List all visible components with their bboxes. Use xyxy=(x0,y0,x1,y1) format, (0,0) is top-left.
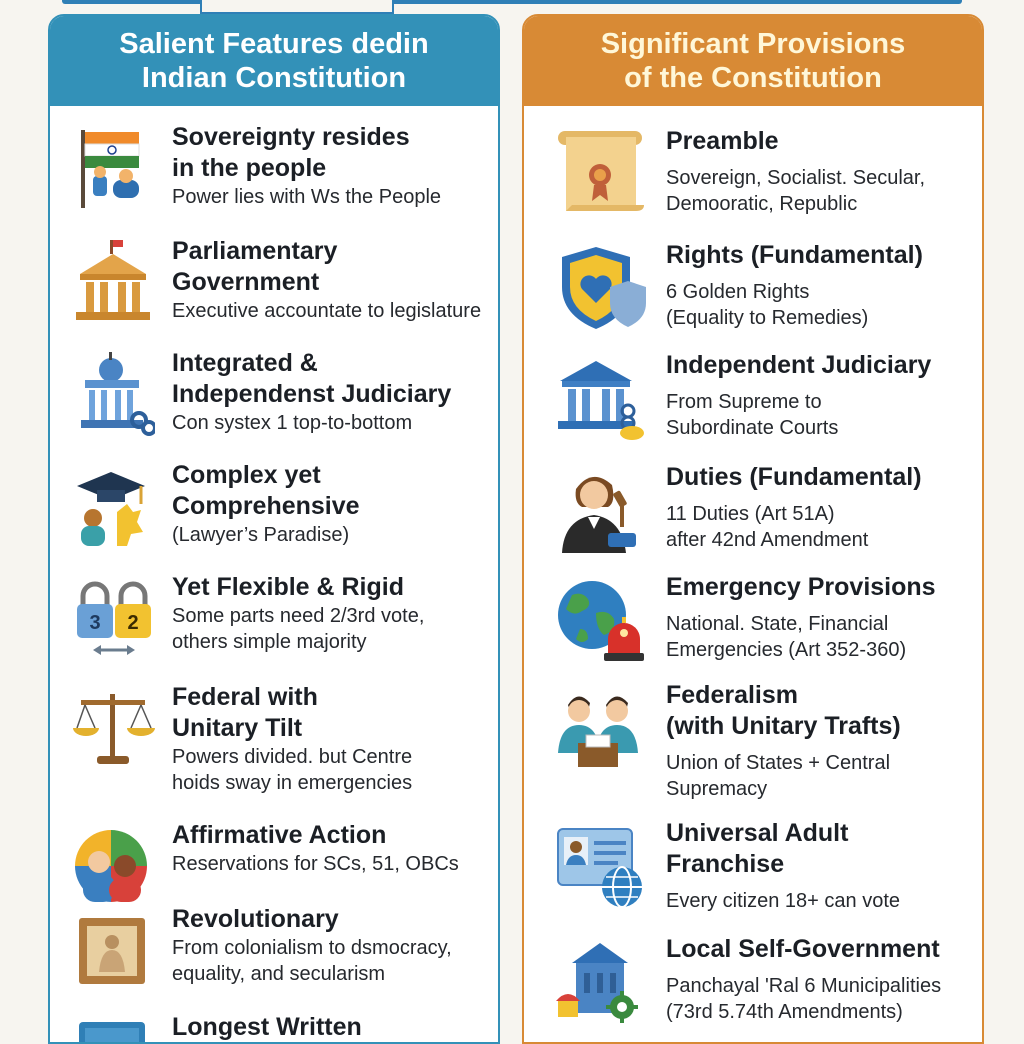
right-item-desc: Union of States + Central Supremacy xyxy=(666,752,891,800)
left-item-desc: Reservations for SCs, 51, OBCs xyxy=(172,853,459,875)
right-item-desc: National. State, Financial Emergencies (Art 352-360) xyxy=(666,613,907,661)
svg-text:2: 2 xyxy=(127,612,139,634)
right-panel-header xyxy=(524,16,982,106)
right-item-preamble xyxy=(524,126,982,222)
right-item-rights xyxy=(524,240,982,336)
two-people-icon xyxy=(550,680,650,776)
voter-card-icon xyxy=(550,818,650,914)
left-item-desc: Con systex 1 top-to-bottom xyxy=(172,412,413,434)
left-item-desc: (Lawyer’s Paradise) xyxy=(172,524,350,546)
left-item-title: Revolutionary xyxy=(172,905,339,933)
right-item-franchise xyxy=(524,818,982,914)
salient-features-panel xyxy=(48,14,500,1044)
left-item-title: Longest Written xyxy=(172,1013,362,1041)
right-item-desc: From Supreme to Subordinate Courts xyxy=(666,391,839,439)
left-item-desc: Powers divided. but Centre hoids sway in emergencies xyxy=(172,746,413,794)
right-item-judiciary xyxy=(524,350,982,446)
right-panel-title: Significant Provisions of the Constitution xyxy=(600,28,906,94)
graduation-cap-icon xyxy=(68,460,158,550)
left-item-desc: Executive accountate to legislature xyxy=(172,300,482,322)
right-item-desc: 11 Duties (Art 51A) after 42nd Amendment xyxy=(666,503,869,551)
left-item-title: Yet Flexible & Rigid xyxy=(172,573,404,601)
right-item-federalism xyxy=(524,680,982,802)
right-item-desc: Sovereign, Socialist. Secular, Demooratic, Republic xyxy=(666,167,926,215)
left-item-desc: Power lies with Ws the People xyxy=(172,186,442,208)
frame-icon xyxy=(68,904,158,994)
left-panel-title: Salient Features dedin Indian Constitution xyxy=(119,28,429,94)
right-item-title: Universal Adult Franchise xyxy=(666,819,849,878)
left-item-judiciary xyxy=(50,348,498,438)
village-icon xyxy=(550,934,650,1030)
left-item-longest xyxy=(50,1012,498,1044)
left-item-title: Affirmative Action xyxy=(172,821,387,849)
left-item-title: Sovereignty resides in the people xyxy=(172,123,410,182)
right-item-desc: Panchayal 'Ral 6 Municipalities (73rd 5.74th Amendments) xyxy=(666,975,942,1023)
scales-icon xyxy=(68,682,158,772)
significant-provisions-panel xyxy=(522,14,984,1044)
globe-siren-icon xyxy=(550,572,650,668)
left-item-affirmative xyxy=(50,820,498,910)
left-item-desc: Some parts need 2/3rd vote, others simple majority xyxy=(172,605,425,653)
court-building-icon xyxy=(68,348,158,438)
right-item-desc: 6 Golden Rights (Equality to Remedies) xyxy=(666,281,869,329)
left-item-revolutionary xyxy=(50,904,498,994)
left-item-flexible xyxy=(50,572,498,662)
right-item-emergency xyxy=(524,572,982,668)
right-item-desc: Every citizen 18+ can vote xyxy=(666,890,901,912)
left-item-complex xyxy=(50,460,498,550)
padlocks-icon xyxy=(68,572,158,662)
left-item-title: Parliamentary Government xyxy=(172,237,338,296)
left-item-title: Integrated & Independenst Judiciary xyxy=(172,349,452,408)
right-item-title: Emergency Provisions xyxy=(666,573,936,601)
right-item-title: Preamble xyxy=(666,127,779,155)
top-border xyxy=(62,0,962,4)
courthouse-icon xyxy=(550,350,650,446)
left-item-desc: From colonialism to dsmocracy, equality, and secularism xyxy=(172,937,452,985)
book-icon xyxy=(68,1012,158,1044)
right-item-title: Duties (Fundamental) xyxy=(666,463,922,491)
right-item-title: Independent Judiciary xyxy=(666,351,932,379)
flag-hands-icon xyxy=(68,122,158,212)
parliament-icon xyxy=(68,236,158,326)
left-item-parliamentary xyxy=(50,236,498,326)
left-item-title: Federal with Unitary Tilt xyxy=(172,683,318,742)
right-item-title: Rights (Fundamental) xyxy=(666,241,923,269)
left-panel-header xyxy=(50,16,498,106)
top-tab-decoration xyxy=(200,0,394,14)
people-circle-icon xyxy=(68,820,158,910)
right-item-local-government xyxy=(524,934,982,1030)
scroll-icon xyxy=(550,126,650,222)
left-item-sovereignty xyxy=(50,122,498,212)
right-item-title: Federalism (with Unitary Trafts) xyxy=(666,681,901,740)
shield-heart-icon xyxy=(550,240,650,336)
left-item-title: Complex yet Comprehensive xyxy=(172,461,360,520)
judge-icon xyxy=(550,462,650,558)
svg-text:3: 3 xyxy=(89,612,101,634)
right-item-duties xyxy=(524,462,982,558)
right-item-title: Local Self-Government xyxy=(666,935,940,963)
left-item-federal xyxy=(50,682,498,796)
